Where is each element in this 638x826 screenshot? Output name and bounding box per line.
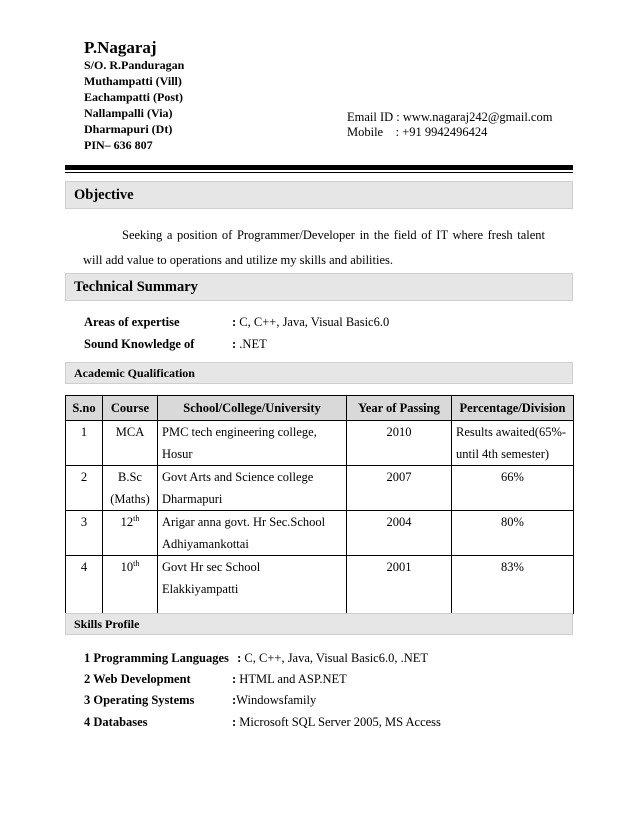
column-header: School/College/University (158, 396, 347, 421)
skill-row (84, 693, 544, 709)
cell-course: MCA (103, 421, 158, 466)
objective-paragraph (83, 223, 545, 273)
skill-value: : HTML and ASP.NET (232, 672, 347, 686)
address-line: Nallampalli (Via) (84, 106, 173, 120)
header-divider-thick (65, 165, 573, 170)
cell-course: B.Sc (Maths) (103, 466, 158, 511)
skill-value: : Microsoft SQL Server 2005, MS Access (232, 715, 441, 729)
cell-year: 2004 (347, 511, 452, 556)
address-line: PIN– 636 807 (84, 138, 153, 152)
header-divider-thin (65, 172, 573, 173)
contact-info (347, 110, 552, 140)
summary-label: Areas of expertise (84, 315, 180, 329)
cell-year: 2010 (347, 421, 452, 466)
section-title: Technical Summary (74, 279, 198, 295)
summary-row (84, 337, 544, 353)
cell-result: 66% (452, 466, 574, 511)
skill-label: 4 Databases (84, 715, 148, 729)
cell-sno: 4 (66, 556, 103, 614)
table-row (66, 421, 574, 466)
email-line: Email ID : www.nagaraj242@gmail.com (347, 110, 553, 124)
section-heading-objective (65, 181, 573, 209)
section-title: Academic Qualification (74, 366, 195, 380)
address-line: Muthampatti (Vill) (84, 74, 182, 88)
section-title: Objective (74, 187, 134, 203)
address-line: S/O. R.Panduragan (84, 58, 185, 72)
section-title: Skills Profile (74, 617, 140, 631)
section-heading-skills (65, 613, 573, 635)
objective-text: Seeking a position of Programmer/Developer in the field of IT where fresh talent will add value to operations and utilize my skills and abilities. (83, 228, 545, 267)
section-heading-technical-summary (65, 273, 573, 301)
cell-school: Arigar anna govt. Hr Sec.School Adhiyamankottai (158, 511, 347, 556)
cell-school: Govt Arts and Science college Dharmapuri (158, 466, 347, 511)
cell-school: Govt Hr sec School Elakkiyampatti (158, 556, 347, 614)
section-heading-academic (65, 362, 573, 384)
cell-sno: 2 (66, 466, 103, 511)
skill-row (84, 651, 544, 667)
cell-result: 80% (452, 511, 574, 556)
summary-value: : C, C++, Java, Visual Basic6.0 (232, 315, 390, 329)
cell-result: 83% (452, 556, 574, 614)
column-header: Course (103, 396, 158, 421)
column-header: Percentage/Division (452, 396, 574, 421)
summary-value: : .NET (232, 337, 267, 351)
skill-value: :Windowsfamily (232, 693, 317, 707)
cell-school: PMC tech engineering college, Hosur (158, 421, 347, 466)
address-line: Eachampatti (Post) (84, 90, 183, 104)
table-header-row (66, 396, 574, 421)
cell-sno: 3 (66, 511, 103, 556)
column-header: Year of Passing (347, 396, 452, 421)
summary-label: Sound Knowledge of (84, 337, 195, 351)
skill-label: 2 Web Development (84, 672, 191, 686)
cell-year: 2001 (347, 556, 452, 614)
skill-value: : C, C++, Java, Visual Basic6.0, .NET (234, 651, 429, 665)
table-row (66, 556, 574, 614)
address-line: Dharmapuri (Dt) (84, 122, 173, 136)
cell-sno: 1 (66, 421, 103, 466)
summary-row (84, 315, 544, 331)
skill-label: 3 Operating Systems (84, 693, 195, 707)
postal-address (84, 57, 184, 153)
mobile-line: Mobile : +91 9942496424 (347, 125, 488, 139)
academic-table (65, 395, 574, 614)
skill-row (84, 715, 544, 731)
cell-year: 2007 (347, 466, 452, 511)
cell-result: Results awaited(65%- until 4th semester) (452, 421, 574, 466)
table-row (66, 511, 574, 556)
skill-row (84, 672, 544, 688)
candidate-name: P.Nagaraj (84, 38, 157, 57)
table-row (66, 466, 574, 511)
column-header: S.no (66, 396, 103, 421)
skill-label: 1 Programming Languages (84, 651, 229, 665)
cell-course: 12th (103, 511, 158, 556)
cell-course: 10th (103, 556, 158, 614)
